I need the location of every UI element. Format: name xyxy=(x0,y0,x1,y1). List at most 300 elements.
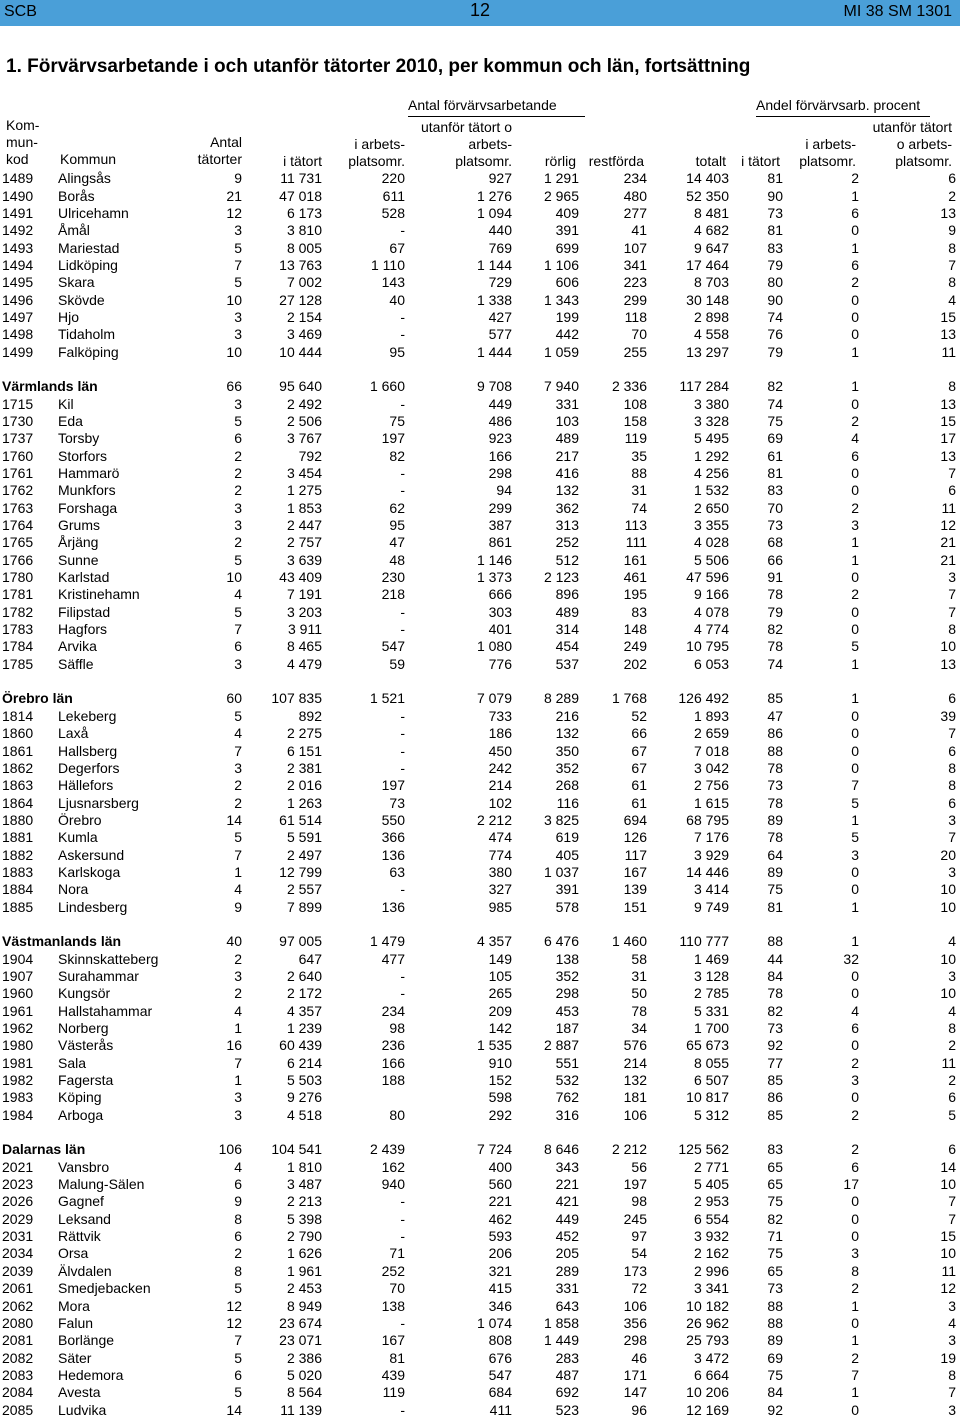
cell-totalt: 126 492 xyxy=(678,690,729,707)
cell-p-arbets: 32 xyxy=(843,950,859,967)
cell-totalt: 3 472 xyxy=(693,1349,729,1366)
cell-i-tatort: 11 731 xyxy=(280,170,322,187)
cell-rorlig: 314 xyxy=(555,621,579,638)
cell-rorlig: 523 xyxy=(555,1401,579,1418)
table-row xyxy=(2,985,956,1002)
cell-restforda: 107 xyxy=(623,239,647,256)
cell-p-arbets: 6 xyxy=(851,204,859,221)
cell-restforda: 341 xyxy=(623,256,647,273)
table-row xyxy=(2,708,956,725)
kommun-cell: Hagfors xyxy=(58,621,108,638)
header-kommunkod-2: mun- xyxy=(6,134,38,150)
cell-totalt: 25 793 xyxy=(686,1332,729,1349)
cell-utanfor: 299 xyxy=(488,499,512,516)
table-row xyxy=(2,1280,956,1297)
cell-totalt: 5 331 xyxy=(693,1002,729,1019)
cell-p-tatort: 61 xyxy=(767,447,783,464)
cell-restforda: 52 xyxy=(631,707,647,724)
cell-utanfor: 1 373 xyxy=(476,569,512,586)
cell-p-utanfor: 5 xyxy=(948,1106,956,1123)
cell-i-tatort: 8 005 xyxy=(286,239,322,256)
cell-antal: 2 xyxy=(234,465,242,482)
kommun-cell: Skövde xyxy=(58,291,105,308)
table-row xyxy=(2,1089,956,1106)
cell-totalt: 125 562 xyxy=(678,1141,729,1158)
kommun-cell: Mora xyxy=(58,1297,90,1314)
cell-p-tatort: 85 xyxy=(767,1106,783,1123)
kommunkod-cell: 1492 xyxy=(2,222,34,239)
cell-rorlig: 643 xyxy=(555,1297,579,1314)
cell-p-tatort: 73 xyxy=(767,204,783,221)
cell-restforda: 480 xyxy=(623,187,647,204)
cell-p-tatort: 77 xyxy=(767,1054,783,1071)
cell-antal: 60 xyxy=(226,690,242,707)
cell-p-tatort: 69 xyxy=(767,430,783,447)
cell-antal: 21 xyxy=(226,187,242,204)
cell-antal: 14 xyxy=(226,811,242,828)
cell-p-utanfor: 13 xyxy=(940,395,956,412)
cell-rorlig: 537 xyxy=(555,655,579,672)
cell-totalt: 10 206 xyxy=(686,1384,729,1401)
table-row xyxy=(2,864,956,881)
cell-i-arbets: 547 xyxy=(381,638,405,655)
cell-antal: 3 xyxy=(234,308,242,325)
cell-totalt: 17 464 xyxy=(686,256,729,273)
cell-i-tatort: 2 557 xyxy=(286,881,322,898)
cell-totalt: 3 380 xyxy=(693,395,729,412)
cell-rorlig: 551 xyxy=(555,1054,579,1071)
cell-restforda: 41 xyxy=(631,222,647,239)
table-row xyxy=(2,534,956,551)
cell-p-arbets: 1 xyxy=(851,187,859,204)
kommunkod-cell: 1760 xyxy=(2,447,34,464)
cell-totalt: 2 898 xyxy=(693,308,729,325)
table-row xyxy=(2,1401,956,1418)
cell-p-tatort: 79 xyxy=(767,603,783,620)
cell-i-tatort: 8 564 xyxy=(286,1384,322,1401)
kommun-cell: Arboga xyxy=(58,1106,104,1123)
cell-rorlig: 6 476 xyxy=(543,933,579,950)
cell-totalt: 117 284 xyxy=(679,378,729,395)
cell-restforda: 61 xyxy=(631,777,647,794)
kommunkod-cell: 1783 xyxy=(2,621,34,638)
cell-p-utanfor: 10 xyxy=(940,898,956,915)
cell-rorlig: 331 xyxy=(555,395,579,412)
cell-p-utanfor: 11 xyxy=(941,499,956,516)
cell-antal: 2 xyxy=(234,447,242,464)
cell-restforda: 223 xyxy=(623,274,647,291)
cell-p-utanfor: 2 xyxy=(948,1072,956,1089)
cell-p-utanfor: 6 xyxy=(948,1089,956,1106)
table-row xyxy=(2,1159,956,1176)
cell-i-arbets: - xyxy=(400,985,405,1002)
cell-rorlig: 252 xyxy=(555,534,579,551)
cell-totalt: 3 355 xyxy=(693,517,729,534)
cell-i-arbets: 1 521 xyxy=(369,690,405,707)
cell-p-tatort: 81 xyxy=(767,898,783,915)
cell-p-arbets: 0 xyxy=(851,759,859,776)
kommun-cell: Hammarö xyxy=(58,465,120,482)
cell-i-arbets: 1 110 xyxy=(371,256,405,273)
table-row xyxy=(2,1245,956,1262)
cell-i-arbets: 188 xyxy=(381,1072,405,1089)
cell-i-tatort: 2 447 xyxy=(286,517,322,534)
cell-utanfor: 910 xyxy=(488,1054,512,1071)
cell-totalt: 10 182 xyxy=(686,1297,729,1314)
cell-utanfor: 808 xyxy=(488,1332,512,1349)
lan-total-row xyxy=(2,690,956,707)
cell-p-utanfor: 4 xyxy=(948,1314,956,1331)
header-andel-i-arbets-1: i arbets- xyxy=(805,136,856,152)
cell-p-tatort: 82 xyxy=(767,621,783,638)
table-row xyxy=(2,725,956,742)
table-row xyxy=(2,1176,956,1193)
kommun-cell: Lindesberg xyxy=(58,898,128,915)
cell-totalt: 6 554 xyxy=(693,1210,729,1227)
cell-totalt: 9 166 xyxy=(693,586,729,603)
cell-totalt: 12 169 xyxy=(686,1401,729,1418)
cell-p-utanfor: 10 xyxy=(940,638,956,655)
cell-rorlig: 283 xyxy=(555,1349,579,1366)
cell-restforda: 277 xyxy=(623,204,647,221)
table-row xyxy=(2,621,956,638)
kommunkod-cell: 1730 xyxy=(2,412,34,429)
table-body xyxy=(2,170,956,1419)
cell-utanfor: 321 xyxy=(488,1262,512,1279)
cell-p-tatort: 83 xyxy=(767,482,783,499)
table-row xyxy=(2,898,956,915)
cell-i-tatort: 792 xyxy=(298,447,322,464)
cell-p-tatort: 65 xyxy=(767,1262,783,1279)
cell-p-utanfor: 3 xyxy=(948,811,956,828)
cell-p-tatort: 86 xyxy=(767,725,783,742)
cell-utanfor: 102 xyxy=(488,794,512,811)
cell-utanfor: 298 xyxy=(488,465,512,482)
cell-p-utanfor: 6 xyxy=(948,690,956,707)
kommunkod-cell: 2084 xyxy=(2,1384,34,1401)
cell-i-arbets: 40 xyxy=(389,291,405,308)
cell-rorlig: 199 xyxy=(555,308,579,325)
cell-p-arbets: 1 xyxy=(851,343,859,360)
kommun-cell: Säter xyxy=(58,1349,92,1366)
cell-p-tatort: 89 xyxy=(767,811,783,828)
cell-i-arbets: 59 xyxy=(389,655,405,672)
cell-totalt: 47 596 xyxy=(686,569,729,586)
table-row xyxy=(2,187,956,204)
cell-utanfor: 861 xyxy=(488,534,512,551)
cell-p-tatort: 65 xyxy=(767,1158,783,1175)
cell-i-tatort: 2 381 xyxy=(286,759,322,776)
cell-i-tatort: 2 506 xyxy=(286,412,322,429)
cell-p-tatort: 66 xyxy=(767,551,783,568)
cell-utanfor: 400 xyxy=(488,1158,512,1175)
cell-antal: 6 xyxy=(234,1228,242,1245)
kommun-cell: Skara xyxy=(58,274,95,291)
table-row xyxy=(2,1037,956,1054)
cell-i-tatort: 23 071 xyxy=(279,1332,322,1349)
cell-rorlig: 619 xyxy=(555,829,579,846)
cell-p-arbets: 0 xyxy=(851,1228,859,1245)
cell-i-tatort: 6 173 xyxy=(286,204,322,221)
cell-i-arbets: 197 xyxy=(381,430,405,447)
table-title: 1. Förvärvsarbetande i och utanför tätorter 2010, per kommun och län, fortsättning xyxy=(6,56,751,77)
cell-rorlig: 409 xyxy=(555,204,579,221)
cell-antal: 1 xyxy=(234,1072,242,1089)
cell-utanfor: 4 357 xyxy=(476,933,512,950)
kommun-cell: Köping xyxy=(58,1089,102,1106)
cell-i-tatort: 2 172 xyxy=(286,985,322,1002)
cell-i-tatort: 61 514 xyxy=(279,811,322,828)
kommunkod-cell: 1715 xyxy=(2,395,34,412)
kommun-cell: Kumla xyxy=(58,829,98,846)
cell-restforda: 98 xyxy=(631,1193,647,1210)
cell-p-arbets: 2 xyxy=(851,1280,859,1297)
cell-i-arbets: - xyxy=(400,1314,405,1331)
cell-antal: 3 xyxy=(234,499,242,516)
cell-totalt: 8 703 xyxy=(693,274,729,291)
cell-restforda: 72 xyxy=(631,1280,647,1297)
cell-p-arbets: 6 xyxy=(851,1020,859,1037)
cell-i-tatort: 4 479 xyxy=(286,655,322,672)
kommun-cell: Surahammar xyxy=(58,967,139,984)
kommunkod-cell: 1782 xyxy=(2,603,34,620)
cell-totalt: 3 929 xyxy=(693,846,729,863)
cell-restforda: 158 xyxy=(623,412,647,429)
cell-i-tatort: 2 275 xyxy=(286,725,322,742)
cell-utanfor: 666 xyxy=(488,586,512,603)
cell-totalt: 1 893 xyxy=(693,707,729,724)
cell-p-utanfor: 7 xyxy=(948,256,956,273)
kommun-cell: Kungsör xyxy=(58,985,111,1002)
cell-rorlig: 216 xyxy=(555,707,579,724)
cell-rorlig: 205 xyxy=(555,1245,579,1262)
cell-totalt: 1 615 xyxy=(693,794,729,811)
cell-i-tatort: 60 439 xyxy=(279,1037,322,1054)
cell-restforda: 70 xyxy=(631,326,647,343)
kommun-cell: Rättvik xyxy=(58,1228,101,1245)
cell-p-arbets: 2 xyxy=(851,1349,859,1366)
cell-antal: 4 xyxy=(234,725,242,742)
kommun-cell: Ludvika xyxy=(58,1401,107,1418)
cell-p-tatort: 80 xyxy=(767,274,783,291)
cell-p-tatort: 78 xyxy=(767,586,783,603)
table-row xyxy=(2,1072,956,1089)
cell-antal: 7 xyxy=(234,1332,242,1349)
kommun-cell: Hallstahammar xyxy=(58,1002,153,1019)
cell-i-tatort: 5 503 xyxy=(286,1072,322,1089)
cell-p-utanfor: 8 xyxy=(948,777,956,794)
cell-p-utanfor: 20 xyxy=(940,846,956,863)
cell-utanfor: 985 xyxy=(488,898,512,915)
cell-p-utanfor: 10 xyxy=(940,1176,956,1193)
cell-p-tatort: 81 xyxy=(767,465,783,482)
cell-p-utanfor: 7 xyxy=(948,586,956,603)
kommunkod-cell: 2081 xyxy=(2,1332,34,1349)
cell-restforda: 461 xyxy=(623,569,647,586)
cell-p-tatort: 73 xyxy=(767,1280,783,1297)
cell-p-utanfor: 8 xyxy=(948,621,956,638)
lan-total-row xyxy=(2,933,956,950)
cell-p-tatort: 64 xyxy=(767,846,783,863)
cell-restforda: 2 336 xyxy=(611,378,647,395)
kommun-cell: Karlstad xyxy=(58,569,110,586)
table-row xyxy=(2,1384,956,1401)
cell-rorlig: 7 940 xyxy=(543,378,579,395)
cell-totalt: 8 055 xyxy=(693,1054,729,1071)
table-row xyxy=(2,1349,956,1366)
table-row xyxy=(2,794,956,811)
kommunkod-cell: 1499 xyxy=(2,343,34,360)
header-i-arbets-1: i arbets- xyxy=(354,136,405,152)
cell-totalt: 1 292 xyxy=(693,447,729,464)
cell-antal: 7 xyxy=(234,742,242,759)
cell-restforda: 161 xyxy=(623,551,647,568)
cell-totalt: 10 795 xyxy=(686,638,729,655)
kommun-cell: Borås xyxy=(58,187,95,204)
cell-i-tatort: 1 275 xyxy=(286,482,322,499)
cell-utanfor: 346 xyxy=(488,1297,512,1314)
cell-antal: 3 xyxy=(234,222,242,239)
cell-antal: 3 xyxy=(234,1089,242,1106)
cell-i-arbets: 940 xyxy=(381,1176,405,1193)
cell-p-arbets: 6 xyxy=(851,1158,859,1175)
kommun-cell: Nora xyxy=(58,881,89,898)
cell-p-utanfor: 39 xyxy=(940,707,956,724)
cell-rorlig: 316 xyxy=(555,1106,579,1123)
table-row xyxy=(2,326,956,343)
cell-restforda: 249 xyxy=(623,638,647,655)
cell-antal: 6 xyxy=(234,430,242,447)
cell-restforda: 61 xyxy=(631,794,647,811)
cell-totalt: 3 414 xyxy=(693,881,729,898)
cell-i-arbets: 252 xyxy=(381,1262,405,1279)
kommunkod-cell: 1907 xyxy=(2,967,34,984)
cell-antal: 2 xyxy=(234,985,242,1002)
cell-p-tatort: 47 xyxy=(767,707,783,724)
cell-utanfor: 221 xyxy=(488,1193,512,1210)
cell-rorlig: 699 xyxy=(555,239,579,256)
cell-totalt: 68 795 xyxy=(686,811,729,828)
cell-i-arbets: - xyxy=(400,1401,405,1418)
cell-p-arbets: 3 xyxy=(851,1245,859,1262)
cell-p-tatort: 88 xyxy=(767,933,783,950)
cell-p-tatort: 85 xyxy=(767,1072,783,1089)
table-row xyxy=(2,448,956,465)
header-antal-1: Antal xyxy=(210,134,242,150)
kommunkod-cell: 2085 xyxy=(2,1401,34,1418)
cell-antal: 2 xyxy=(234,482,242,499)
kommun-cell: Falköping xyxy=(58,343,119,360)
cell-antal: 10 xyxy=(226,569,242,586)
cell-totalt: 4 682 xyxy=(693,222,729,239)
cell-i-arbets: 167 xyxy=(381,1332,405,1349)
table-row xyxy=(2,395,956,412)
cell-p-utanfor: 10 xyxy=(940,881,956,898)
cell-antal: 9 xyxy=(234,898,242,915)
cell-p-tatort: 69 xyxy=(767,1349,783,1366)
cell-i-tatort: 27 128 xyxy=(279,291,322,308)
cell-p-arbets: 0 xyxy=(851,291,859,308)
cell-i-tatort: 3 810 xyxy=(286,222,322,239)
cell-restforda: 111 xyxy=(625,534,647,551)
cell-i-tatort: 47 018 xyxy=(279,187,322,204)
cell-utanfor: 214 xyxy=(488,777,512,794)
cell-totalt: 3 932 xyxy=(693,1228,729,1245)
cell-restforda: 117 xyxy=(624,846,647,863)
table-row xyxy=(2,205,956,222)
cell-i-tatort: 7 002 xyxy=(286,274,322,291)
cell-antal: 12 xyxy=(226,1314,242,1331)
cell-restforda: 67 xyxy=(631,759,647,776)
cell-i-arbets: 136 xyxy=(381,898,405,915)
kommunkod-cell: 1882 xyxy=(2,846,34,863)
cell-p-tatort: 71 xyxy=(767,1228,783,1245)
cell-antal: 6 xyxy=(234,638,242,655)
cell-i-arbets: - xyxy=(400,308,405,325)
cell-p-tatort: 78 xyxy=(767,759,783,776)
cell-utanfor: 149 xyxy=(488,950,512,967)
cell-antal: 1 xyxy=(234,863,242,880)
cell-rorlig: 454 xyxy=(555,638,579,655)
cell-p-tatort: 88 xyxy=(767,742,783,759)
kommun-cell: Forshaga xyxy=(58,499,118,516)
cell-p-utanfor: 12 xyxy=(940,1280,956,1297)
kommunkod-cell: 1489 xyxy=(2,170,34,187)
cell-utanfor: 474 xyxy=(488,829,512,846)
kommunkod-cell: 1765 xyxy=(2,534,34,551)
kommun-cell: Hallsberg xyxy=(58,742,118,759)
cell-rorlig: 692 xyxy=(555,1384,579,1401)
cell-utanfor: 486 xyxy=(488,412,512,429)
kommunkod-cell: 1884 xyxy=(2,881,34,898)
cell-totalt: 5 495 xyxy=(693,430,729,447)
kommunkod-cell: 2061 xyxy=(2,1280,34,1297)
cell-restforda: 576 xyxy=(623,1037,647,1054)
cell-i-arbets xyxy=(322,1089,405,1106)
kommun-cell: Älvdalen xyxy=(58,1262,112,1279)
cell-i-tatort: 43 409 xyxy=(279,569,322,586)
cell-rorlig: 391 xyxy=(555,881,579,898)
cell-i-arbets: 81 xyxy=(389,1349,405,1366)
cell-antal: 7 xyxy=(234,621,242,638)
cell-p-utanfor: 4 xyxy=(948,1002,956,1019)
cell-utanfor: 598 xyxy=(488,1089,512,1106)
cell-i-tatort: 1 961 xyxy=(286,1262,322,1279)
cell-p-utanfor: 11 xyxy=(941,1262,956,1279)
cell-p-tatort: 82 xyxy=(767,1210,783,1227)
cell-i-arbets: 48 xyxy=(389,551,405,568)
cell-antal: 5 xyxy=(234,1384,242,1401)
cell-i-arbets: - xyxy=(400,759,405,776)
cell-p-utanfor: 17 xyxy=(940,430,956,447)
cell-p-tatort: 92 xyxy=(767,1037,783,1054)
cell-restforda: 298 xyxy=(623,1332,647,1349)
cell-i-tatort: 3 454 xyxy=(286,465,322,482)
kommun-cell: Filipstad xyxy=(58,603,111,620)
cell-i-arbets: - xyxy=(400,707,405,724)
cell-utanfor: 1 338 xyxy=(476,291,512,308)
cell-utanfor: 265 xyxy=(488,985,512,1002)
cell-antal: 7 xyxy=(234,846,242,863)
kommunkod-cell: 1860 xyxy=(2,725,34,742)
cell-restforda: 132 xyxy=(623,1072,647,1089)
cell-p-utanfor: 11 xyxy=(941,343,956,360)
cell-p-tatort: 83 xyxy=(767,239,783,256)
cell-antal: 5 xyxy=(234,603,242,620)
table-row xyxy=(2,1315,956,1332)
table-row xyxy=(2,1003,956,1020)
header-restforda: restförda xyxy=(588,153,644,169)
